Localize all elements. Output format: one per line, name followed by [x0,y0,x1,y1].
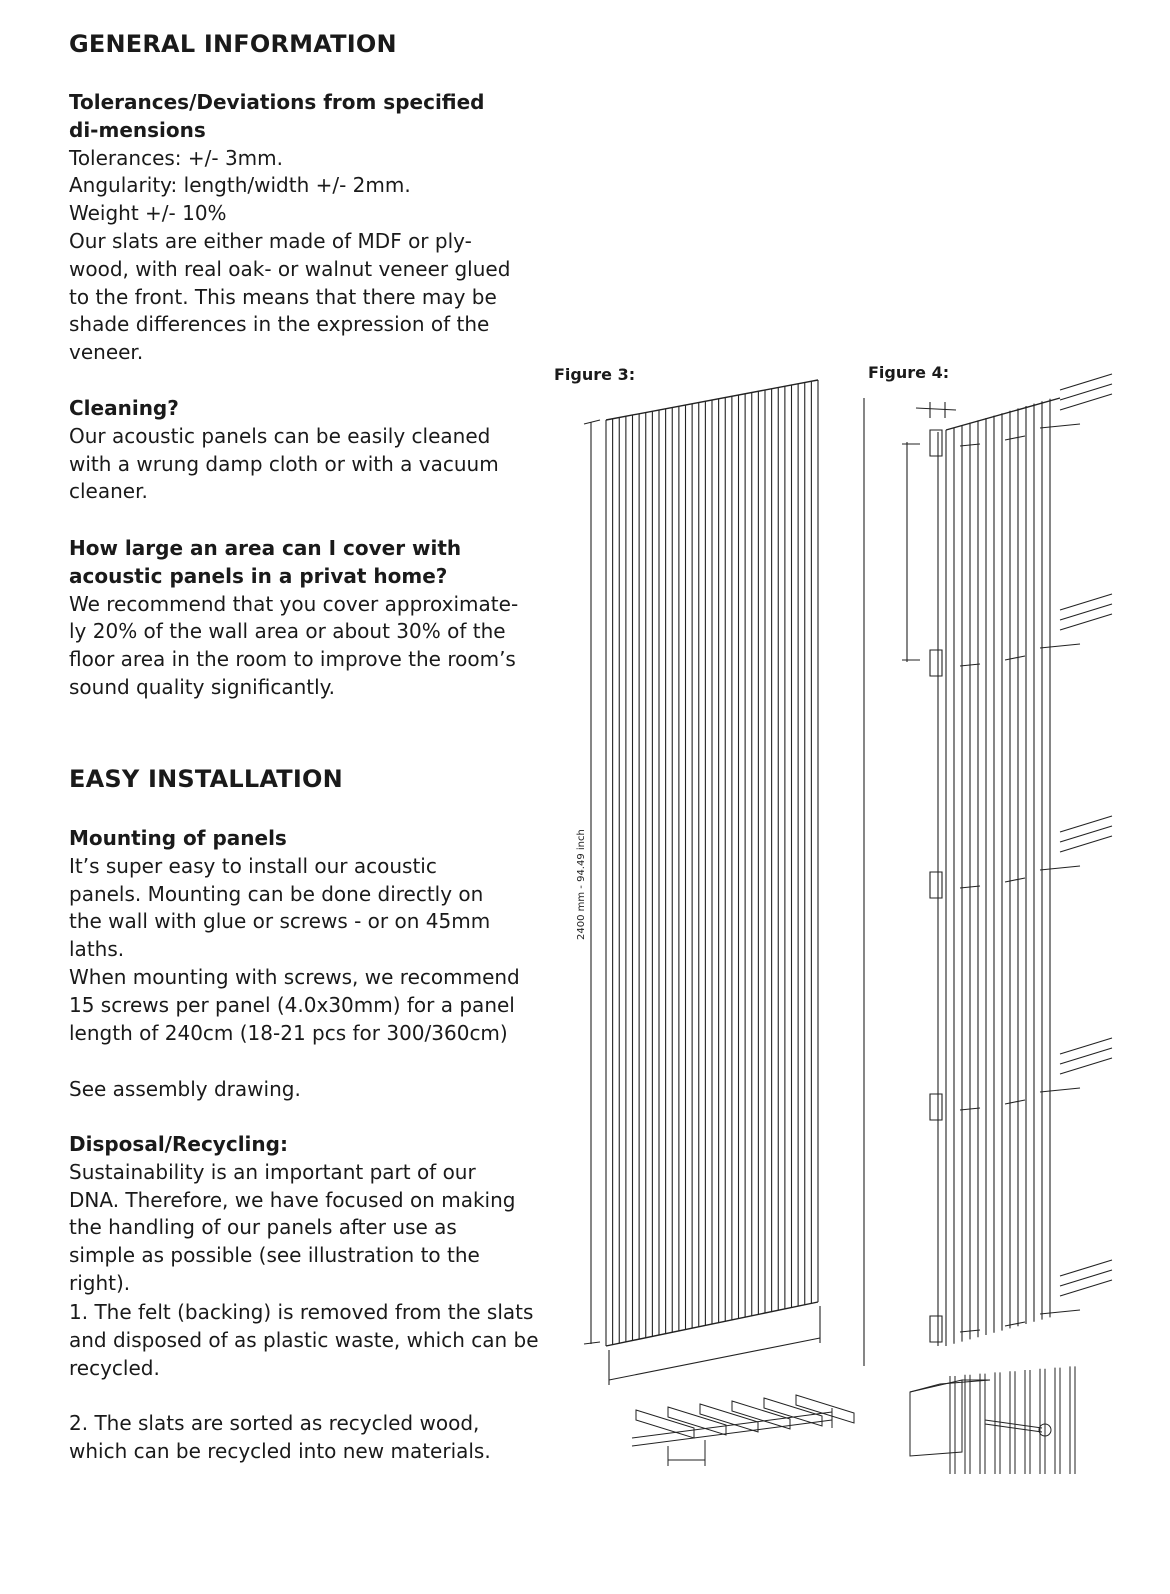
tolerances-title: Tolerances/Deviations from specified di-mensions [69,90,485,142]
disposal-step-1: 1. The felt (backing) is removed from the slats and disposed of as plastic waste, which can be recycled. [69,1300,539,1380]
panel-height-dimension-label: 2400 mm - 94.49 inch [576,829,587,940]
weight-line: Weight +/- 10% [69,201,227,226]
screws-body: When mounting with screws, we recommend 15 screws per panel (4.0x30mm) for a panel length of 240cm (18-21 pcs for 300/360cm) [69,965,520,1045]
disposal-step-2: 2. The slats are sorted as recycled wood, which can be recycled into new materials. [69,1411,491,1463]
tolerance-line: Tolerances: +/- 3mm. [69,145,284,170]
cleaning-body: Our acoustic panels can be easily cleaned with a wrung damp cloth or with a vacuum cleaner. [69,423,499,504]
figure-3-panel-drawing [584,380,820,1385]
screw-mounting-detail [910,1366,1075,1474]
general-information-heading: GENERAL INFORMATION [69,30,397,58]
disposal-title: Disposal/Recycling: [69,1132,288,1156]
tolerances-body: Our slats are either made of MDF or ply-wood, with real oak- or walnut veneer glued to the front. This means that there may be shade differences in the expression of the veneer. [69,228,511,365]
cleaning-title: Cleaning? [69,396,179,420]
assembly-note: See assembly drawing. [69,1077,301,1101]
figure-4-label: Figure 4: [868,363,950,382]
mounting-body: It’s super easy to install our acoustic panels. Mounting can be done directly on the wall with glue or screws - or on 45mm laths. [69,853,491,962]
angularity-line: Angularity: length/width +/- 2mm. [69,173,411,198]
area-body: We recommend that you cover approximate-ly 20% of the wall area or about 30% of the floor area in the room to improve the room’s sound quality significantly. [69,591,519,699]
mounting-title: Mounting of panels [69,826,287,850]
slat-cross-section-detail [632,1395,854,1466]
figure-3-label: Figure 3: [554,365,636,384]
figure-4-mounting-drawing [864,374,1112,1366]
easy-installation-heading: EASY INSTALLATION [69,765,343,793]
disposal-body: Sustainability is an important part of our DNA. Therefore, we have focused on making the handling of our panels after use as simple as possible (see illustration to the right). [69,1159,516,1295]
area-title: How large an area can I cover with acoustic panels in a privat home? [69,536,462,588]
